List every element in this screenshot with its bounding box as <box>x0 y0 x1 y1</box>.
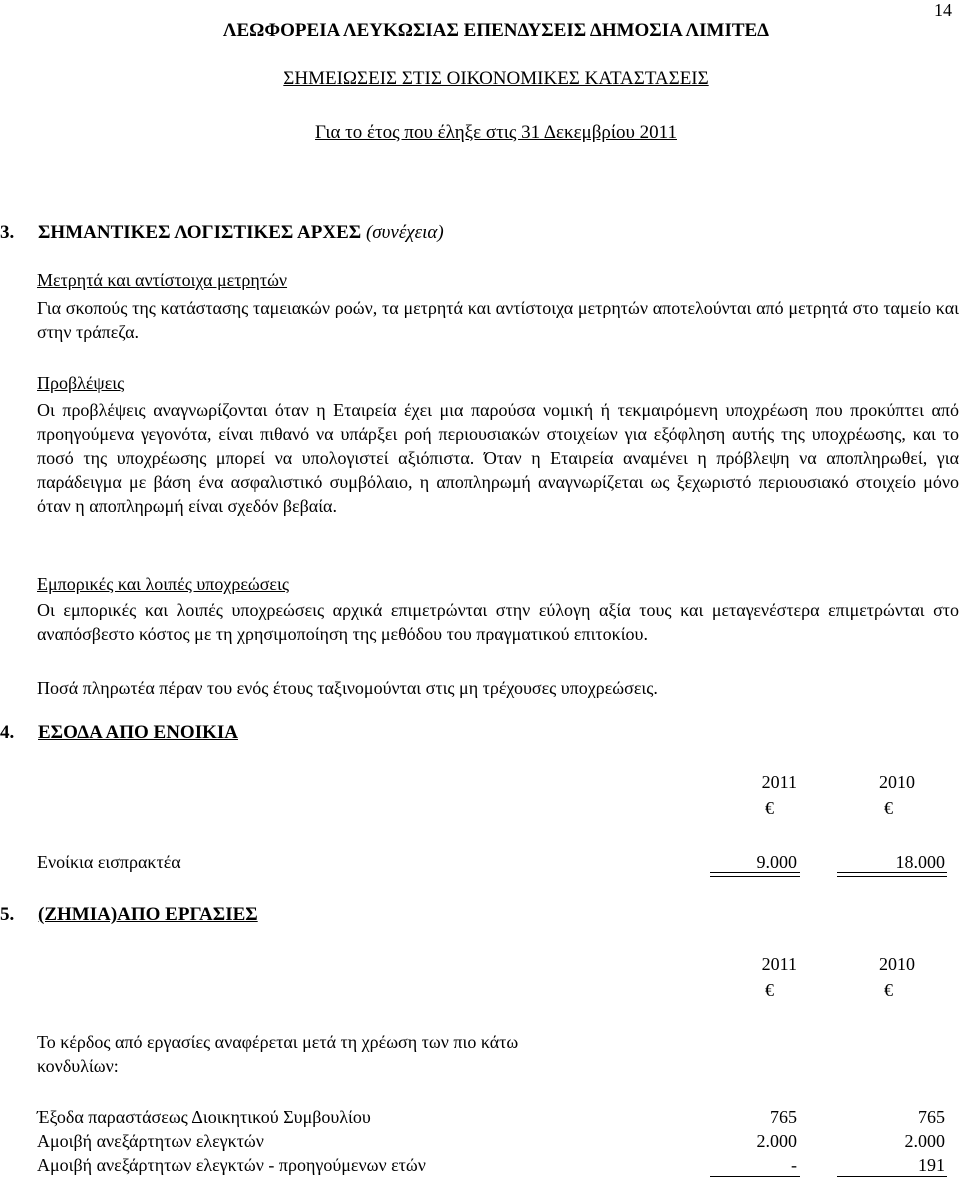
s4-row-2011: 9.000 <box>756 852 797 872</box>
section-3-number: 3. <box>0 222 15 243</box>
s5-row-2011: - <box>791 1155 797 1175</box>
page-number: 14 <box>934 0 952 20</box>
s5-subtotal-rule-2010 <box>837 1176 947 1177</box>
s5-row-2010: 191 <box>918 1155 945 1175</box>
s5-intro-line-1: Το κέρδος από εργασίες αναφέρεται μετά τη χρέωση των πιο κάτω <box>37 1032 519 1052</box>
s5-row-label: Αμοιβή ανεξάρτητων ελεγκτών - προηγούμενων ετών <box>37 1155 426 1175</box>
document-subtitle: ΣΗΜΕΙΩΣΕΙΣ ΣΤΙΣ ΟΙΚΟΝΟΜΙΚΕΣ ΚΑΤΑΣΤΑΣΕΙΣ <box>283 68 709 89</box>
s5-currency-2010: € <box>884 980 893 1000</box>
section-4-title: ΕΣΟΔΑ ΑΠΟ ΕΝΟΙΚΙΑ <box>38 722 239 743</box>
payables-paragraph: Οι εμπορικές και λοιπές υποχρεώσεις αρχικά επιμετρώνται στην εύλογη αξία τους και μεταγενέστερα επιμετρώνται στο αναπόσβεστο κόστος με τη χρησιμοποίηση της μεθόδου του πραγματικού επιτοκίου. <box>37 600 959 644</box>
company-name: ΛΕΩΦΟΡΕΙΑ ΛΕΥΚΩΣΙΑΣ ΕΠΕΝΔΥΣΕΙΣ ΔΗΜΟΣΙΑ ΛΙΜΙΤΕΔ <box>222 20 770 41</box>
section-3-title: ΣΗΜΑΝΤΙΚΕΣ ΛΟΓΙΣΤΙΚΕΣ ΑΡΧΕΣ <box>38 222 362 243</box>
cash-paragraph: Για σκοπούς της κατάστασης ταμειακών ροών, τα μετρητά και αντίστοιχα μετρητών αποτελούνται από μετρητά στο ταμείο και στην τράπεζα. <box>37 298 959 342</box>
section-3-continued: (συνέχεια) <box>365 222 444 243</box>
s5-row-2010: 765 <box>918 1107 945 1127</box>
s5-row-label: Έξοδα παραστάσεως Διοικητικού Συμβουλίου <box>37 1107 371 1127</box>
s5-row-2010: 2.000 <box>904 1131 945 1151</box>
section-4-number: 4. <box>0 722 15 743</box>
s4-year-2011: 2011 <box>761 772 797 792</box>
section-4-heading <box>0 722 238 744</box>
s5-row-2011: 2.000 <box>756 1131 797 1151</box>
cash-heading: Μετρητά και αντίστοιχα μετρητών <box>37 270 288 290</box>
s5-row-label: Αμοιβή ανεξάρτητων ελεγκτών <box>37 1131 264 1151</box>
s4-currency-2010: € <box>884 798 893 818</box>
s5-currency-2011: € <box>765 980 774 1000</box>
s5-subtotal-rule-2011 <box>710 1176 800 1177</box>
s5-intro-line-2: κονδυλίων: <box>37 1056 119 1076</box>
section-5-title: (ΖΗΜΙΑ)ΑΠΟ ΕΡΓΑΣΙΕΣ <box>38 904 258 925</box>
payables-heading: Εμπορικές και λοιπές υποχρεώσεις <box>37 574 289 594</box>
section-5-heading <box>0 904 258 926</box>
s5-row-2011: 765 <box>770 1107 797 1127</box>
s4-row-2010: 18.000 <box>895 852 945 872</box>
s5-year-2011: 2011 <box>761 954 797 974</box>
provisions-paragraph: Οι προβλέψεις αναγνωρίζονται όταν η Εταιρεία έχει μια παρούσα νομική ή τεκμαιρόμενη υποχρέωση που προκύπτει από προηγούμενα γεγονότα, είναι πιθανό να υπάρξει ροή περιουσιακών στοιχείων για εξόφληση αυτής της υποχρέωσης, και το ποσό της υποχρέωσης μπορεί να υπολογιστεί αξιόπιστα. Όταν η Εταιρεία αναμένει η πρόβλεψη να αποπληρωθεί, για παράδειγμα με βάση ένα ασφαλιστικό συμβόλαιο, η αποπληρωμή αναγνωρίζεται ως ξεχωριστό περιουσιακό στοιχείο μόνο όταν η αποπληρωμή είναι σχεδόν βεβαία. <box>37 400 959 516</box>
period-line: Για το έτος που έληξε στις 31 Δεκεμβρίου 2011 <box>315 122 677 143</box>
s4-year-2010: 2010 <box>879 772 915 792</box>
s4-currency-2011: € <box>765 798 774 818</box>
payables-paragraph-2: Ποσά πληρωτέα πέραν του ενός έτους ταξινομούνται στις μη τρέχουσες υποχρεώσεις. <box>37 678 658 698</box>
s4-total-rule-2011 <box>710 872 800 877</box>
section-5-number: 5. <box>0 904 15 925</box>
provisions-heading: Προβλέψεις <box>37 373 125 393</box>
s4-row-label: Ενοίκια εισπρακτέα <box>37 852 181 872</box>
section-3-heading <box>0 222 444 244</box>
s5-year-2010: 2010 <box>879 954 915 974</box>
s4-total-rule-2010 <box>837 872 947 877</box>
